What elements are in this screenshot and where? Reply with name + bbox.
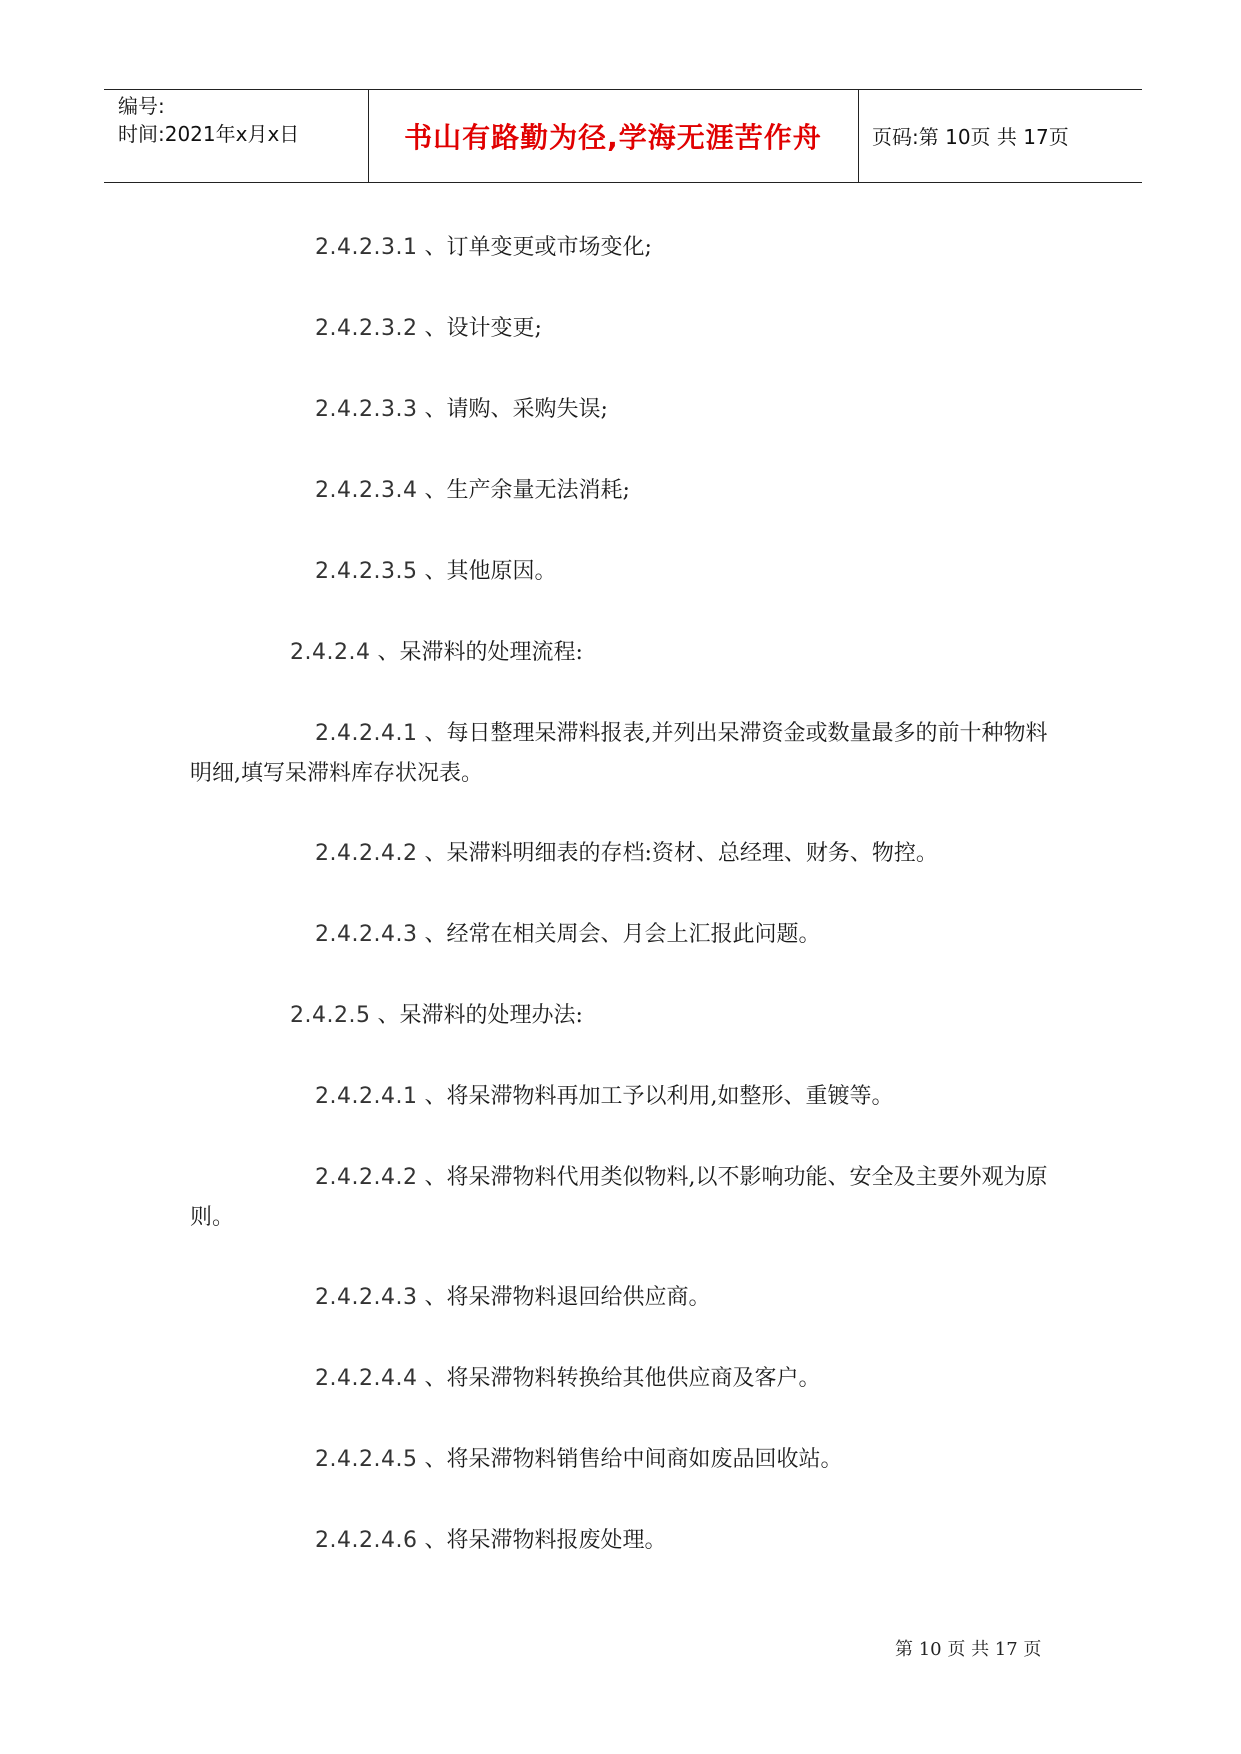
header-motto: 书山有路勤为径,学海无涯苦作舟 [404,120,822,154]
clause-number: 2.4.2.4.6 [315,1528,418,1553]
clause-text: 、订单变更或市场变化; [424,235,652,260]
clause-number: 2.4.2.3.3 [315,397,418,422]
list-item [190,1521,1060,1561]
clause-number: 2.4.2.4.3 [315,1285,418,1310]
list-item [190,915,1060,955]
page-footer: 第 10 页 共 17 页 [895,1639,1042,1660]
clause-number: 2.4.2.4.5 [315,1447,418,1472]
list-item [190,834,1060,874]
time-label: 时间:2021年x月x日 [118,122,300,146]
clause-text: 、生产余量无法消耗; [424,478,630,503]
clause-text: 、呆滞料的处理流程: [377,640,583,665]
clause-number: 2.4.2.4.2 [315,841,418,866]
clause-number: 2.4.2.4.1 [315,1084,418,1109]
header-divider [858,90,859,182]
clause-number: 2.4.2.3.1 [315,235,418,260]
list-item [190,309,1060,349]
list-item [190,552,1060,592]
clause-text: 、呆滞料明细表的存档:资材、总经理、财务、物控。 [424,841,938,866]
page-header [104,89,1142,183]
clause-text: 、将呆滞物料转换给其他供应商及客户。 [424,1366,821,1391]
clause-number: 2.4.2.3.5 [315,559,418,584]
list-item [190,1359,1060,1399]
list-item [190,1278,1060,1318]
list-item [190,714,1060,794]
list-item [190,1158,1060,1238]
clause-text: 、每日整理呆滞料报表,并列出呆滞资金或数量最多的前十种物料明细,填写呆滞料库存状况表。 [190,721,1048,786]
clause-text: 、设计变更; [424,316,542,341]
clause-text: 、请购、采购失误; [424,397,608,422]
serial-label: 编号: [118,94,165,118]
clause-text: 、将呆滞物料销售给中间商如废品回收站。 [424,1447,843,1472]
clause-number: 2.4.2.4.3 [315,922,418,947]
clause-text: 、将呆滞物料报废处理。 [424,1528,667,1553]
clause-text: 、经常在相关周会、月会上汇报此问题。 [424,922,821,947]
clause-text: 、将呆滞物料代用类似物料,以不影响功能、安全及主要外观为原则。 [190,1165,1048,1230]
clause-number: 2.4.2.5 [290,1003,371,1028]
clause-text: 、将呆滞物料退回给供应商。 [424,1285,711,1310]
clause-number: 2.4.2.3.2 [315,316,418,341]
clause-number: 2.4.2.3.4 [315,478,418,503]
document-body [190,228,1060,1602]
clause-number: 2.4.2.4 [290,640,371,665]
list-item [190,390,1060,430]
clause-text: 、将呆滞物料再加工予以利用,如整形、重镀等。 [424,1084,894,1109]
list-item [190,1440,1060,1480]
list-item [190,1077,1060,1117]
clause-number: 2.4.2.4.4 [315,1366,418,1391]
section-heading [190,996,1060,1036]
clause-text: 、其他原因。 [424,559,557,584]
clause-number: 2.4.2.4.2 [315,1165,418,1190]
clause-text: 、呆滞料的处理办法: [377,1003,583,1028]
header-page-info: 页码:第 10页 共 17页 [872,125,1069,149]
list-item [190,228,1060,268]
section-heading [190,633,1060,673]
header-meta [118,92,299,148]
clause-number: 2.4.2.4.1 [315,721,418,746]
list-item [190,471,1060,511]
